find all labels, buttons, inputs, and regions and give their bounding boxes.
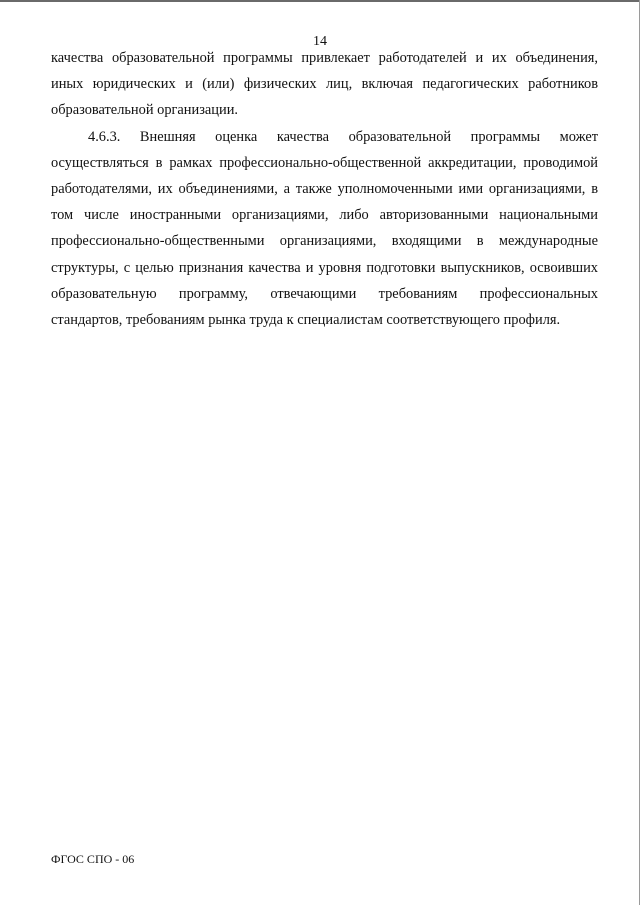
- document-body: [51, 45, 598, 333]
- page-number: 14: [313, 34, 327, 49]
- paragraph-continuation: качества образовательной программы привлекает работодателей и их объединения, иных юридических и (или) физических лиц, включая педагогических работников образовательной организации.: [51, 50, 598, 119]
- footer-standard-label: ФГОС СПО - 06: [51, 852, 135, 866]
- paragraph-4-6-3: 4.6.3. Внешняя оценка качества образовательной программы может осуществляться в рамках профессионально-общественной аккредитации, проводимой работодателями, их объединениями, а также уполномоченными ими организациями, в том числе иностранными организациями, либо авторизованными национальными профессионально-общественными организациями, входящими в международные структуры, с целью признания качества и уровня подготовки выпускников, освоивших образовательную программу, отвечающими требованиям профессиональных стандартов, требованиям рынка труда к специалистам соответствующего профиля.: [51, 128, 598, 329]
- scan-edge-top: [0, 0, 640, 2]
